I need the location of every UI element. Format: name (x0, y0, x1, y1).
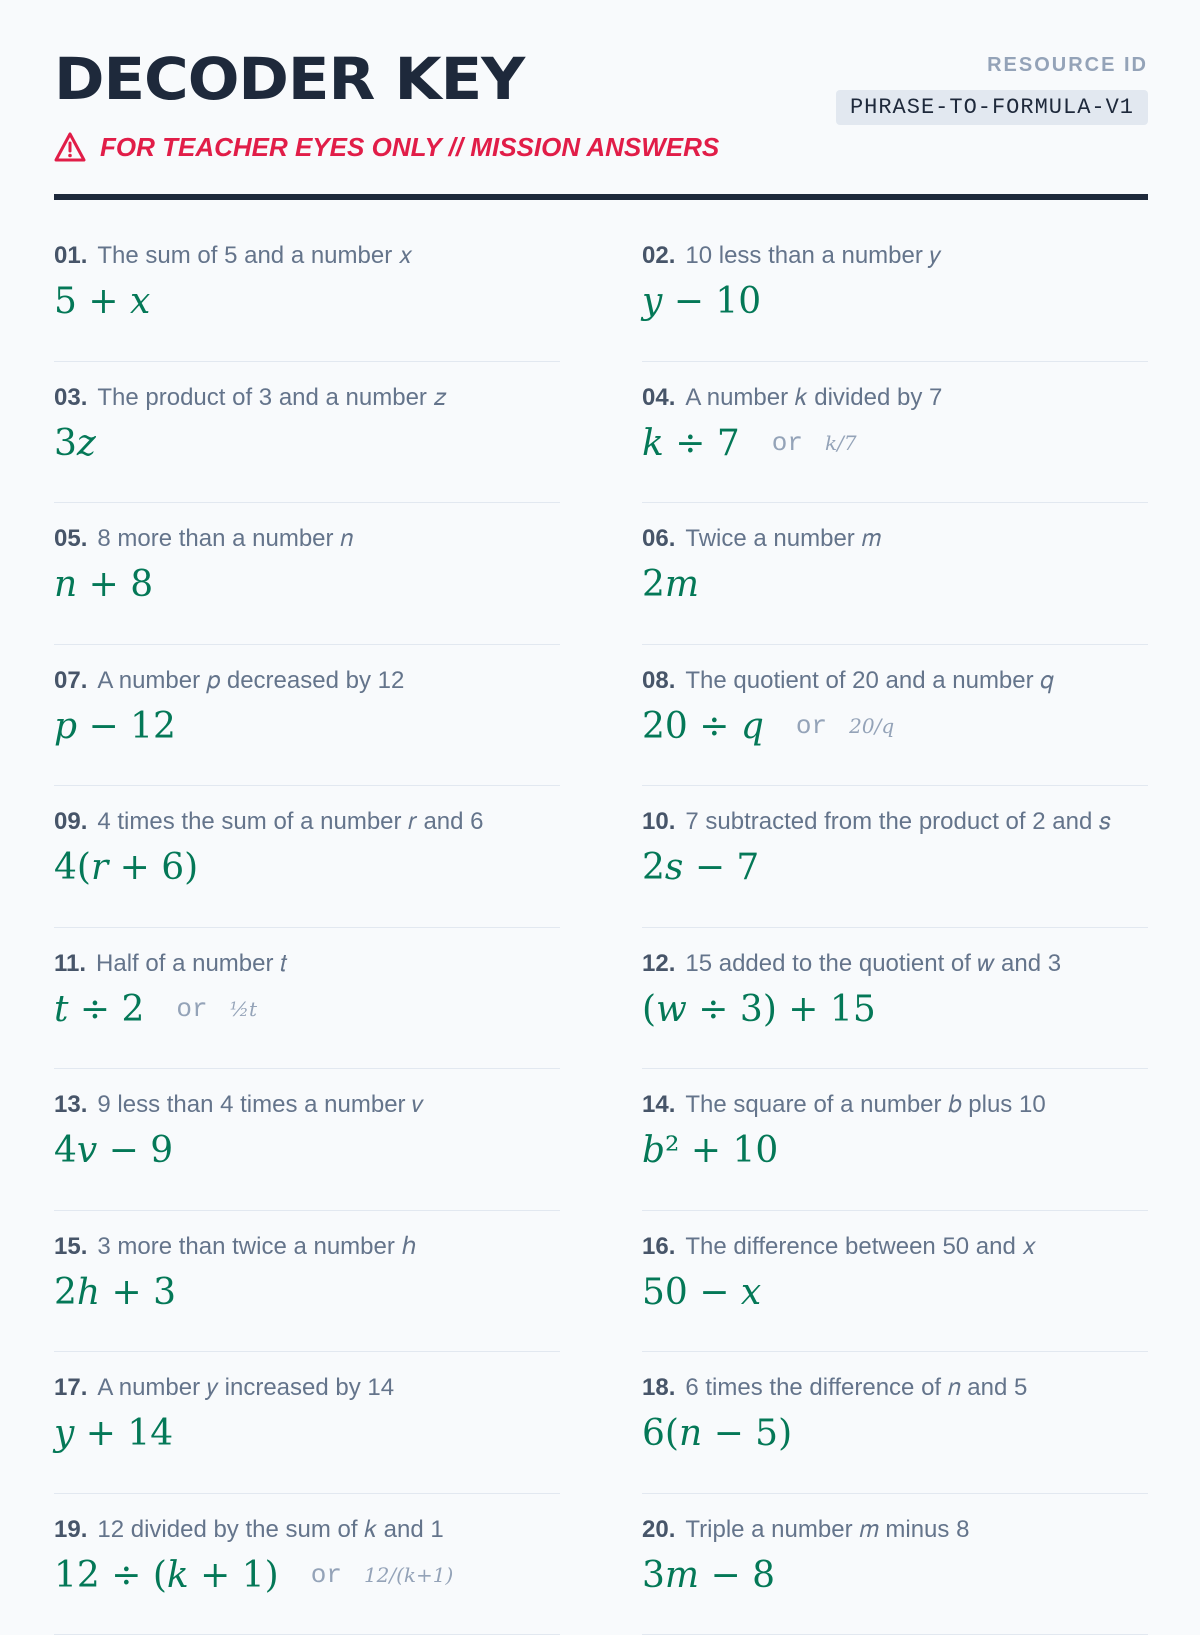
answer-item (642, 1494, 1148, 1635)
answer-expression: 20 ÷ 𝑞 (642, 706, 764, 747)
question-text (642, 1089, 1148, 1120)
answer-row (642, 423, 1148, 464)
alternate-form (796, 711, 894, 741)
alternate-form (176, 994, 257, 1024)
answer-row (54, 989, 560, 1030)
question-phrase: 8 more than a number 𝑛 (97, 525, 353, 552)
question-number: 07. (54, 667, 87, 694)
question-phrase: 9 less than 4 times a number 𝑣 (97, 1091, 423, 1118)
question-text (642, 806, 1148, 837)
answer-expression: 2ℎ + 3 (54, 1272, 176, 1313)
alternate-expression: 12/(k+1) (364, 1563, 453, 1587)
answer-row (642, 1272, 1148, 1313)
question-text (54, 948, 560, 979)
question-text (54, 1514, 560, 1545)
answer-row (54, 1272, 560, 1313)
answer-row (54, 423, 560, 464)
answer-row (642, 1130, 1148, 1171)
question-phrase: 7 subtracted from the product of 2 and 𝑠 (685, 808, 1110, 835)
answer-row (54, 847, 560, 888)
answer-expression: 50 − 𝑥 (642, 1272, 761, 1313)
answer-row (642, 1413, 1148, 1454)
question-number: 17. (54, 1374, 87, 1401)
question-number: 04. (642, 384, 675, 411)
question-number: 03. (54, 384, 87, 411)
answer-item (54, 362, 560, 504)
answer-expression: (𝑤 ÷ 3) + 15 (642, 989, 876, 1030)
or-connector: or (311, 1560, 342, 1590)
alternate-expression: 20/q (849, 714, 894, 738)
question-phrase: 4 times the sum of a number 𝑟 and 6 (97, 808, 483, 835)
question-text (54, 1372, 560, 1403)
question-text (54, 240, 560, 271)
question-text (642, 948, 1148, 979)
answer-expression: 2𝑠 − 7 (642, 847, 759, 888)
answer-expression: 𝑦 − 10 (642, 281, 761, 322)
answer-item (54, 1069, 560, 1211)
answer-item (54, 928, 560, 1070)
question-number: 19. (54, 1516, 87, 1543)
or-connector: or (772, 428, 803, 458)
question-number: 08. (642, 667, 675, 694)
answer-item (54, 1211, 560, 1353)
alternate-form (311, 1560, 454, 1590)
answer-expression: 𝑝 − 12 (54, 706, 176, 747)
question-text (642, 1372, 1148, 1403)
answer-item (642, 503, 1148, 645)
answer-expression: 𝑘 ÷ 7 (642, 423, 740, 464)
question-text (54, 806, 560, 837)
question-text (642, 523, 1148, 554)
question-phrase: A number 𝑦 increased by 14 (97, 1374, 394, 1401)
answer-expression: 4𝑣 − 9 (54, 1130, 173, 1171)
question-text (642, 240, 1148, 271)
question-phrase: Triple a number 𝑚 minus 8 (685, 1516, 969, 1543)
answer-row (54, 1413, 560, 1454)
question-phrase: A number 𝑝 decreased by 12 (97, 667, 404, 694)
answer-expression: 6(𝑛 − 5) (642, 1413, 792, 1454)
question-phrase: The difference between 50 and 𝑥 (685, 1233, 1036, 1260)
answer-expression: 5 + 𝑥 (54, 281, 150, 322)
question-phrase: The sum of 5 and a number 𝑥 (97, 242, 412, 269)
question-number: 09. (54, 808, 87, 835)
question-number: 06. (642, 525, 675, 552)
answer-row (54, 706, 560, 747)
question-phrase: 6 times the difference of 𝑛 and 5 (685, 1374, 1027, 1401)
answer-item (54, 220, 560, 362)
warning-icon (54, 132, 86, 162)
question-phrase: The quotient of 20 and a number 𝑞 (685, 667, 1053, 694)
question-text (642, 1231, 1148, 1262)
question-text (54, 382, 560, 413)
answer-item (642, 1069, 1148, 1211)
question-phrase: Twice a number 𝑚 (685, 525, 881, 552)
answer-row (642, 847, 1148, 888)
question-number: 10. (642, 808, 675, 835)
answer-item (54, 1494, 560, 1635)
answer-item (54, 503, 560, 645)
answer-row (54, 1130, 560, 1171)
question-phrase: A number 𝑘 divided by 7 (685, 384, 942, 411)
answer-row (642, 989, 1148, 1030)
answer-expression: 12 ÷ (𝑘 + 1) (54, 1555, 279, 1596)
answer-row (54, 1555, 560, 1596)
answer-item (642, 220, 1148, 362)
or-connector: or (796, 711, 827, 741)
answer-expression: 𝑦 + 14 (54, 1413, 173, 1454)
answer-item (54, 1352, 560, 1494)
answer-row (642, 281, 1148, 322)
answer-expression: 𝑡 ÷ 2 (54, 989, 144, 1030)
answer-item (54, 645, 560, 787)
resource-id-value: PHRASE-TO-FORMULA-V1 (836, 90, 1148, 125)
answer-row (54, 281, 560, 322)
question-number: 12. (642, 950, 675, 977)
answer-expression: 𝑏² + 10 (642, 1130, 778, 1171)
answer-item (642, 786, 1148, 928)
header (54, 0, 1148, 200)
question-number: 18. (642, 1374, 675, 1401)
answer-row (642, 706, 1148, 747)
question-text (642, 382, 1148, 413)
question-text (642, 1514, 1148, 1545)
answer-item (642, 1211, 1148, 1353)
answer-grid (54, 220, 1148, 1635)
question-phrase: 10 less than a number 𝑦 (685, 242, 940, 269)
question-number: 13. (54, 1091, 87, 1118)
question-text (54, 665, 560, 696)
answer-item (54, 786, 560, 928)
question-phrase: The product of 3 and a number 𝑧 (97, 384, 446, 411)
or-connector: or (176, 994, 207, 1024)
answer-item (642, 362, 1148, 504)
alternate-form (772, 428, 857, 458)
answer-row (642, 1555, 1148, 1596)
question-number: 14. (642, 1091, 675, 1118)
answer-row (642, 564, 1148, 605)
question-phrase: 3 more than twice a number ℎ (97, 1233, 416, 1260)
question-number: 02. (642, 242, 675, 269)
question-text (642, 665, 1148, 696)
question-phrase: Half of a number 𝑡 (96, 950, 287, 977)
alternate-expression: ½t (230, 997, 257, 1021)
answer-expression: 3𝑚 − 8 (642, 1555, 775, 1596)
page-title: DECODER KEY (54, 50, 524, 108)
answer-row (54, 564, 560, 605)
question-number: 15. (54, 1233, 87, 1260)
question-text (54, 1231, 560, 1262)
answer-item (642, 928, 1148, 1070)
teacher-warning (54, 130, 719, 164)
question-text (54, 1089, 560, 1120)
question-text (54, 523, 560, 554)
answer-item (642, 1352, 1148, 1494)
resource-id-label: RESOURCE ID (987, 54, 1148, 77)
answer-expression: 2𝑚 (642, 564, 699, 605)
question-number: 11. (54, 950, 86, 977)
warning-text: FOR TEACHER EYES ONLY // MISSION ANSWERS (100, 132, 719, 163)
alternate-expression: k/7 (825, 431, 857, 455)
question-number: 16. (642, 1233, 675, 1260)
question-phrase: The square of a number 𝑏 plus 10 (685, 1091, 1045, 1118)
answer-expression: 3𝑧 (54, 423, 96, 464)
question-phrase: 12 divided by the sum of 𝑘 and 1 (97, 1516, 443, 1543)
answer-item (642, 645, 1148, 787)
answer-expression: 4(𝑟 + 6) (54, 847, 198, 888)
question-number: 20. (642, 1516, 675, 1543)
question-number: 01. (54, 242, 87, 269)
question-phrase: 15 added to the quotient of 𝑤 and 3 (685, 950, 1061, 977)
question-number: 05. (54, 525, 87, 552)
answer-expression: 𝑛 + 8 (54, 564, 153, 605)
